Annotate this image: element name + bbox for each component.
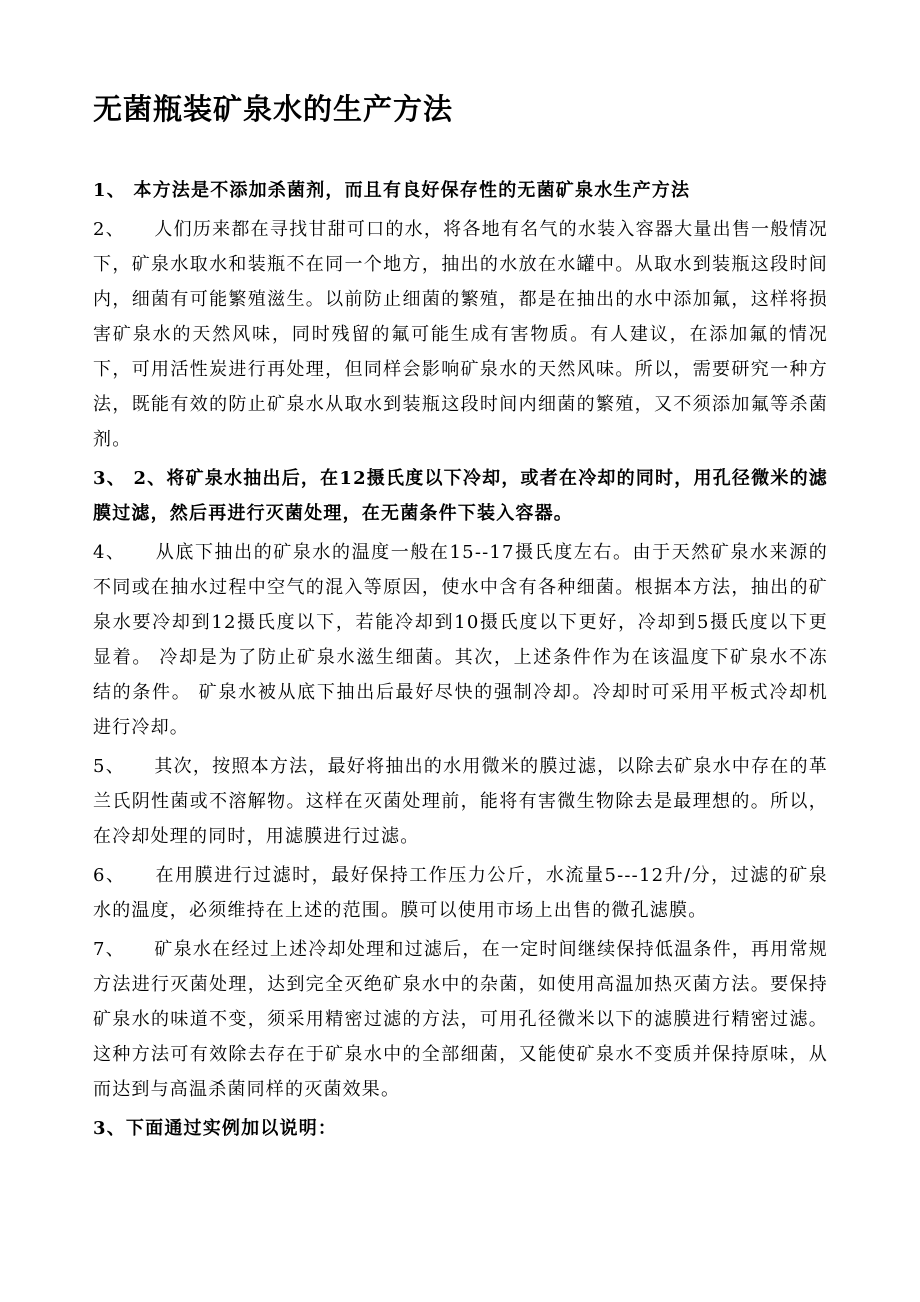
document-title: 无菌瓶装矿泉水的生产方法 [93, 92, 454, 126]
paragraph-method-summary: 1、 本方法是不添加杀菌剂，而且有良好保存性的无菌矿泉水生产方法 [93, 179, 691, 201]
paragraph-filter-conditions: 6、 在用膜进行过滤时，最好保持工作压力公斤，水流量5---12升/分，过滤的矿泉水的温度，必须维持在上述的范围。膜可以使用市场上出售的微孔滤膜。 [93, 864, 828, 921]
paragraph-membrane-filtering: 5、 其次，按照本方法，最好将抽出的水用微米的膜过滤，以除去矿泉水中存在的革兰氏阴性菌或不溶解物。这样在灭菌处理前，能将有害微生物除去是最理想的。所以，在冷却处理的同时，用滤膜进行过滤。 [93, 755, 828, 847]
paragraph-cooling-details: 4、 从底下抽出的矿泉水的温度一般在15--17摄氏度左右。由于天然矿泉水来源的不同或在抽水过程中空气的混入等原因，使水中含有各种细菌。根据本方法，抽出的矿泉水要冷却到12摄氏度以下，若能冷却到10摄氏度以下更好，冷却到5摄氏度以下更显着。 冷却是为了防止矿泉水滋生细菌。其次，上述条件作为在该温度下矿泉水不冻结的条件。 矿泉水被从底下抽出后最好尽快的强制冷却。冷却时可采用平板式冷却机进行冷却。 [93, 541, 828, 738]
paragraph-sterilization: 7、 矿泉水在经过上述冷却处理和过滤后，在一定时间继续保持低温条件，再用常规方法进行灭菌处理，达到完全灭绝矿泉水中的杂菌，如使用高温加热灭菌方法。要保持矿泉水的味道不变，须采用精密过滤的方法，可用孔径微米以下的滤膜进行精密过滤。这种方法可有效除去存在于矿泉水中的全部细菌，又能使矿泉水不变质并保持原味，从而达到与高温杀菌同样的灭菌效果。 [93, 938, 828, 1100]
paragraph-process-overview: 3、 2、将矿泉水抽出后，在12摄氏度以下冷却，或者在冷却的同时，用孔径微米的滤膜过滤，然后再进行灭菌处理，在无菌条件下装入容器。 [93, 467, 828, 524]
paragraph-background: 2、 人们历来都在寻找甘甜可口的水，将各地有名气的水装入容器大量出售一般情况下，矿泉水取水和装瓶不在同一个地方，抽出的水放在水罐中。从取水到装瓶这段时间内，细菌有可能繁殖滋生。以前防止细菌的繁殖，都是在抽出的水中添加氟，这样将损害矿泉水的天然风味，同时残留的氟可能生成有害物质。有人建议，在添加氟的情况下，可用活性炭进行再处理，但同样会影响矿泉水的天然风味。所以，需要研究一种方法，既能有效的防止矿泉水从取水到装瓶这段时间内细菌的繁殖，又不须添加氟等杀菌剂。 [93, 218, 828, 450]
paragraph-example-intro: 3、下面通过实例加以说明： [93, 1117, 338, 1139]
